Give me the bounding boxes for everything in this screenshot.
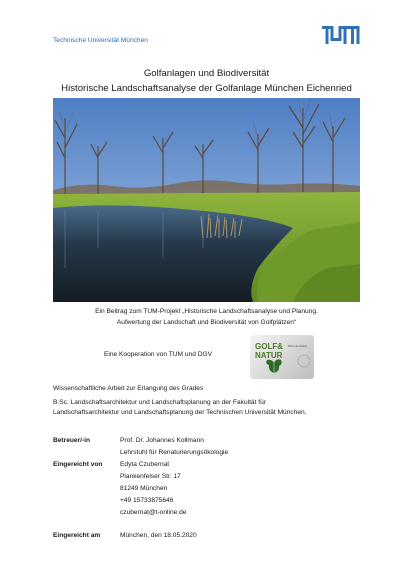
submitted-on-label: Eingereicht am (53, 532, 101, 539)
thesis-line-3: Landschaftsarchitektur und Landschaftsplanung der Technischen Universität München. (53, 409, 307, 416)
thesis-line-2: B.Sc. Landschaftsarchitektur und Landschaftsplanung an der Fakultät für (53, 398, 266, 406)
cover-photo (53, 98, 360, 302)
caption-line-2: Aufwertung der Landschaft und Biodiversität von Golfplätzen“ (116, 318, 297, 326)
tum-logo (322, 26, 360, 44)
submitted-on-date: München, den 18.05.2020 (120, 532, 197, 539)
title-block (0, 66, 413, 96)
logo-badge-text: DGV-Zertifikat (288, 344, 307, 348)
author-city: 81249 München (120, 485, 168, 492)
caption-line-1: Ein Beitrag zum TUM-Projekt „Historische Landschaftsanalyse und Planung. (95, 308, 318, 315)
golf-natur-logo (250, 335, 314, 379)
cooperation-text: Eine Kooperation von TUM und DGV (104, 351, 213, 358)
logo-text-natur: NATUR (255, 351, 283, 360)
advisor-label: Betreuer/-in (53, 437, 91, 444)
logo-text-golf: GOLF& (255, 342, 283, 351)
oak-leaf-icon (266, 359, 281, 373)
author-street: Plankenfelser Str. 17 (120, 473, 181, 480)
document-title: Golfanlagen und Biodiversität (143, 68, 270, 79)
author-name: Edyta Czubernat (120, 461, 170, 468)
submitted-by-label: Eingereicht von (53, 461, 103, 468)
document-subtitle: Historische Landschaftsanalyse der Golfanlage München Eichenried (61, 83, 352, 94)
thesis-statement (53, 384, 373, 419)
author-phone: +49 15733875646 (120, 497, 174, 504)
project-caption (53, 307, 360, 328)
thesis-line-1: Wissenschaftliche Arbeit zur Erlangung des Grades (53, 385, 204, 392)
university-name: Technische Universität München (53, 37, 148, 44)
advisor-chair: Lehrstuhl für Renaturierungsökologie (120, 449, 229, 456)
landscape-illustration (53, 98, 360, 302)
advisor-name: Prof. Dr. Johannes Kollmann (120, 437, 204, 444)
author-email: czubernat@t-online.de (120, 509, 187, 516)
